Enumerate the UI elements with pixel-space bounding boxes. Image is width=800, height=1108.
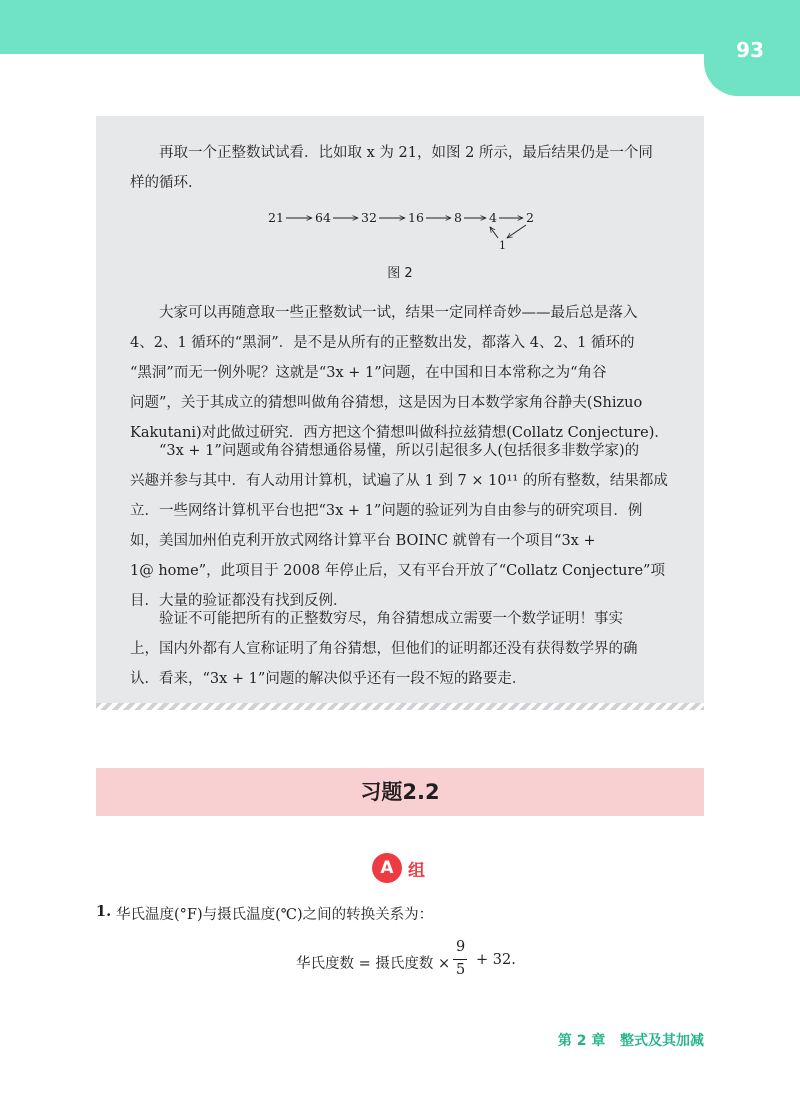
chapter-number: 第 2 章 — [557, 1033, 606, 1049]
text-line: 上，国内外都有人宣称证明了角谷猜想，但他们的证明都还没有获得数学界的确 — [130, 641, 638, 657]
reading-box-stripe — [96, 703, 704, 710]
text-line: 问题”，关于其成立的猜想叫做角谷猜想，这是因为日本数学家角谷静夫(Shizuo — [130, 395, 643, 411]
diagram-node: 2 — [526, 210, 534, 225]
chapter-footer — [558, 1030, 704, 1050]
text-line: 大家可以再随意取一些正整数试一试，结果一定同样奇妙——最后总是落入 — [159, 305, 638, 321]
paragraph-4 — [130, 604, 670, 694]
text-line: 再取一个正整数试试看．比如取 x 为 21，如图 2 所示，最后结果仍是一个同 — [159, 145, 653, 161]
collatz-sequence-diagram — [260, 203, 550, 263]
text-line: 如，美国加州伯克利开放式网络计算平台 BOINC 就曾有一个项目“3x + — [130, 533, 596, 549]
exercise-header — [96, 768, 704, 816]
exercise-title: 习题2.2 — [360, 780, 440, 804]
text-line: “3x + 1”问题或角谷猜想通俗易懂，所以引起很多人(包括很多非数学家)的 — [159, 443, 640, 459]
diagram-node: 8 — [454, 210, 462, 225]
fraction-denominator: 5 — [456, 962, 466, 978]
formula-right: + 32. — [476, 952, 516, 968]
diagram-node: 4 — [489, 210, 497, 225]
text-line: Kakutani)对此做过研究．西方把这个猜想叫做科拉兹猜想(Collatz Conjecture)． — [130, 425, 669, 441]
question-number: 1. — [96, 903, 112, 920]
diagram-node: 64 — [315, 210, 331, 225]
text-line: “黑洞”而无一例外呢？这就是“3x + 1”问题，在中国和日本常称之为“角谷 — [130, 365, 607, 381]
text-line: 认．看来，“3x + 1”问题的解决似乎还有一段不短的路要走． — [130, 671, 527, 687]
header-band — [0, 0, 800, 54]
formula-left: 华氏度数 = 摄氏度数 × — [296, 956, 451, 972]
diagram-node: 21 — [268, 210, 284, 225]
diagram-node: 1 — [499, 239, 506, 252]
question-text: 华氏温度(°F)与摄氏温度(℃)之间的转换关系为： — [116, 907, 434, 923]
text-line: 样的循环． — [130, 175, 203, 191]
text-line: 立．一些网络计算机平台也把“3x + 1”问题的验证列为自由参与的研究项目．例 — [130, 503, 643, 519]
fraction-numerator: 9 — [456, 939, 466, 955]
paragraph-1 — [130, 138, 670, 198]
diagram-node: 16 — [408, 210, 424, 225]
paragraph-3 — [130, 436, 670, 616]
text-line: 4、2、1 循环的“黑洞”．是不是从所有的正整数出发，都落入 4、2、1 循环的 — [130, 335, 635, 351]
text-line: 验证不可能把所有的正整数穷尽，角谷猜想成立需要一个数学证明！事实 — [159, 611, 623, 627]
chapter-title: 整式及其加减 — [620, 1033, 704, 1049]
fraction-bar — [453, 959, 467, 960]
group-label: 组 — [408, 861, 425, 881]
text-line: 目．大量的验证都没有找到反例． — [130, 593, 348, 609]
page-number: 93 — [736, 38, 764, 62]
figure-caption: 图 2 — [387, 266, 413, 281]
text-line: 兴趣并参与其中．有人动用计算机，试遍了从 1 到 7 × 10¹¹ 的所有整数，结果都成 — [130, 473, 668, 489]
paragraph-2 — [130, 298, 670, 448]
diagram-node: 32 — [361, 210, 377, 225]
group-a-badge: A — [372, 853, 402, 883]
text-line: 1@ home”，此项目于 2008 年停止后，又有平台开放了“Collatz Conjecture”项 — [130, 563, 665, 579]
